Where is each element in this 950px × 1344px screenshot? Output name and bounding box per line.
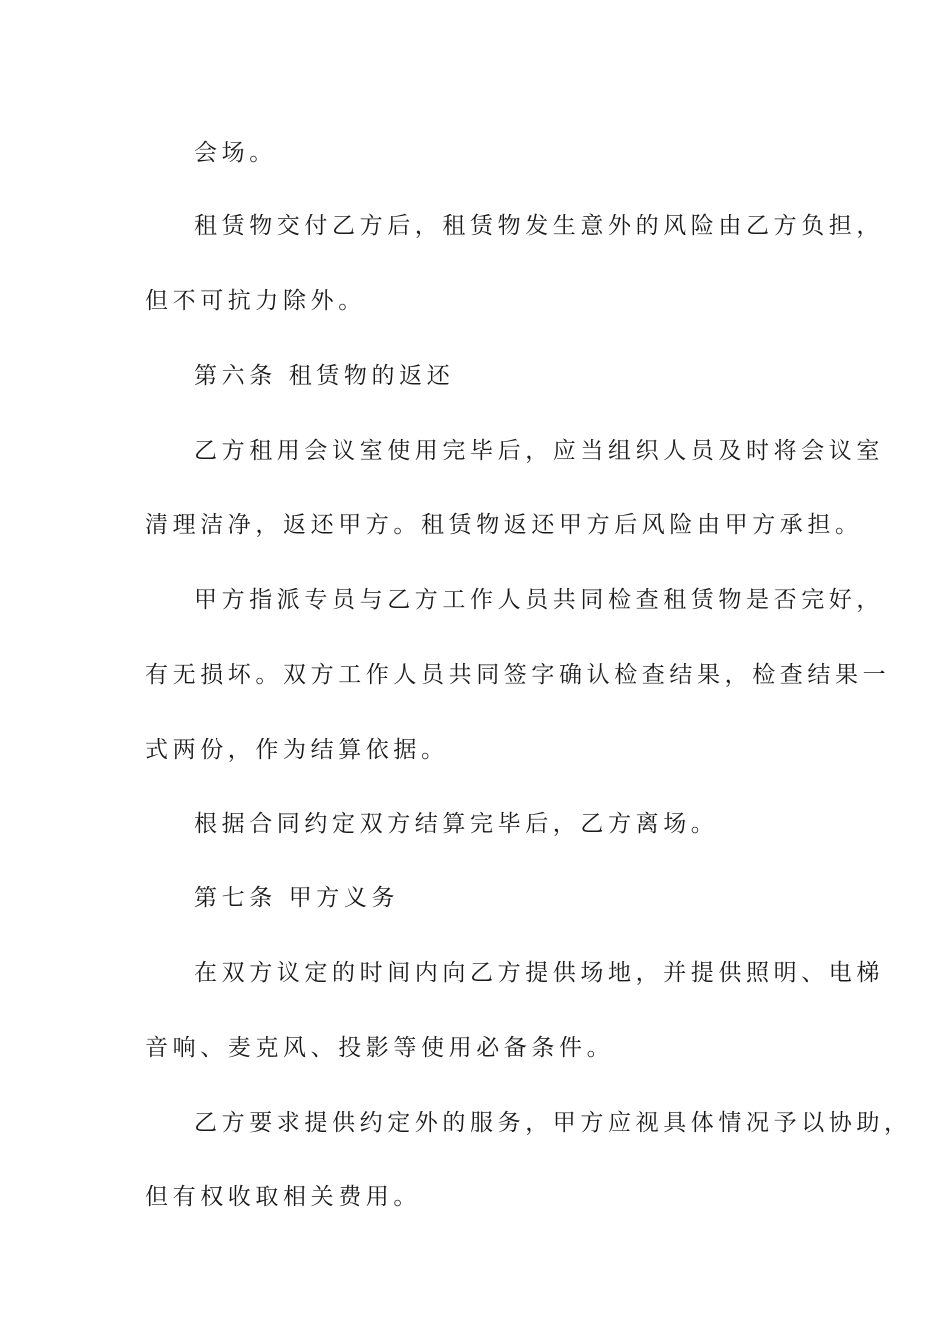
text-line: 有无损坏。双方工作人员共同签字确认检查结果，检查结果一 — [145, 662, 891, 688]
text-line: 但不可抗力除外。 — [145, 288, 366, 314]
text-line: 租赁物交付乙方后，租赁物发生意外的风险由乙方负担， — [194, 213, 884, 239]
text-line: 乙方租用会议室使用完毕后，应当组织人员及时将会议室 — [194, 438, 884, 464]
text-line: 乙方要求提供约定外的服务，甲方应视具体情况予以协助， — [194, 1110, 912, 1136]
text-line: 根据合同约定双方结算完毕后，乙方离场。 — [194, 811, 719, 837]
text-line: 但有权收取相关费用。 — [145, 1184, 421, 1210]
text-line: 音响、麦克风、投影等使用必备条件。 — [145, 1035, 615, 1061]
text-line: 甲方指派专员与乙方工作人员共同检查租赁物是否完好， — [194, 587, 884, 613]
text-line: 式两份，作为结算依据。 — [145, 737, 449, 763]
text-line: 在双方议定的时间内向乙方提供场地，并提供照明、电梯 — [194, 960, 884, 986]
text-line: 清理洁净，返还甲方。租赁物返还甲方后风险由甲方承担。 — [145, 512, 863, 538]
section-heading: 第六条 租赁物的返还 — [194, 363, 455, 389]
section-heading: 第七条 甲方义务 — [194, 885, 400, 911]
text-line: 会场。 — [194, 140, 277, 166]
